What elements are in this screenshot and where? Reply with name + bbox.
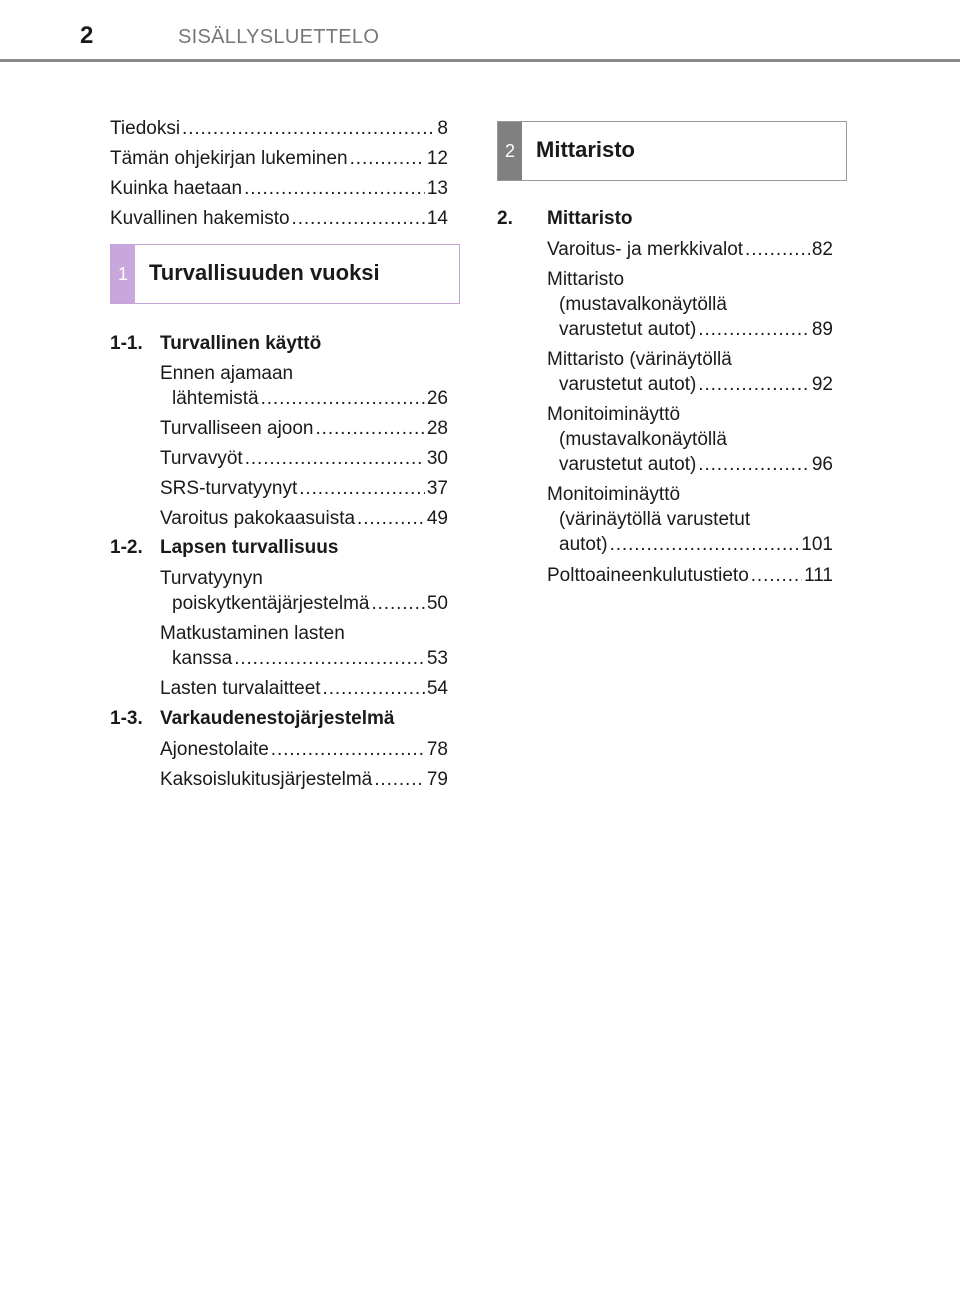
chapter-tab-2: 2 xyxy=(498,122,522,180)
toc-entry-line[interactable]: (värinäytöllä varustetut xyxy=(559,509,751,530)
chapter-box-2[interactable] xyxy=(497,121,847,181)
toc-entry-line[interactable]: Mittaristo (värinäytöllä xyxy=(547,349,732,370)
toc-entry-line[interactable]: (mustavalkonäytöllä xyxy=(559,429,727,450)
page-number: 2 xyxy=(80,22,94,49)
toc-entry[interactable]: Tämän ohjekirjan lukeminen . . . 12 xyxy=(110,146,448,171)
toc-entry[interactable]: Kuinka haetaan . . . 13 xyxy=(110,176,448,201)
toc-entry[interactable]: Kuvallinen hakemisto . . . 14 xyxy=(110,206,448,231)
chapter-title-1: Turvallisuuden vuoksi xyxy=(149,260,380,285)
toc-entry-line[interactable]: Matkustaminen lasten xyxy=(160,623,345,644)
toc-entry[interactable]: Varoitus- ja merkkivalot . . . 82 xyxy=(547,237,833,262)
section-heading-1-3[interactable]: 1-3. Varkaudenestojärjestelmä xyxy=(110,708,395,729)
toc-entry[interactable]: Kaksoislukitusjärjestelmä . . . 79 xyxy=(160,767,448,792)
toc-entry[interactable]: varustetut autot) . . . 92 xyxy=(559,372,833,397)
toc-entry-line[interactable]: (mustavalkonäytöllä xyxy=(559,294,727,315)
toc-entry[interactable]: autot) . . . 101 xyxy=(559,532,833,557)
section-heading-1-2[interactable]: 1-2. Lapsen turvallisuus xyxy=(110,537,339,558)
chapter-tab-1: 1 xyxy=(111,245,135,303)
section-heading-2[interactable]: 2. Mittaristo xyxy=(497,208,633,229)
chapter-box-1[interactable] xyxy=(110,244,460,304)
toc-entry[interactable]: Turvalliseen ajoon . . . 28 xyxy=(160,416,448,441)
chapter-title-2: Mittaristo xyxy=(536,137,635,162)
toc-entry-line[interactable]: Mittaristo xyxy=(547,269,625,290)
toc-entry[interactable]: kanssa . . . 53 xyxy=(172,646,448,671)
page-header xyxy=(0,0,960,64)
toc-entry[interactable]: Polttoaineenkulutustieto . . . 111 xyxy=(547,563,833,588)
toc-entry[interactable]: SRS-turvatyynyt . . . 37 xyxy=(160,476,448,501)
toc-entry[interactable]: lähtemistä . . . 26 xyxy=(172,386,448,411)
toc-entry[interactable]: Turvavyöt . . . 30 xyxy=(160,446,448,471)
toc-entry[interactable]: varustetut autot) . . . 96 xyxy=(559,452,833,477)
toc-entry[interactable]: varustetut autot) . . . 89 xyxy=(559,317,833,342)
running-title: SISÄLLYSLUETTELO xyxy=(178,26,380,48)
toc-entry[interactable]: Tiedoksi . . . 8 xyxy=(110,116,448,141)
toc-entry[interactable]: poiskytkentäjärjestelmä . . . 50 xyxy=(172,591,448,616)
toc-entry-line[interactable]: Monitoiminäyttö xyxy=(547,484,681,505)
header-divider xyxy=(0,59,960,62)
toc-entry[interactable]: Lasten turvalaitteet . . . 54 xyxy=(160,676,448,701)
toc-entry-line[interactable]: Turvatyynyn xyxy=(160,568,263,589)
section-heading-1-1[interactable]: 1-1. Turvallinen käyttö xyxy=(110,333,322,354)
toc-entry[interactable]: Ajonestolaite . . . 78 xyxy=(160,737,448,762)
toc-entry[interactable]: Varoitus pakokaasuista . . . 49 xyxy=(160,506,448,531)
toc-entry-line[interactable]: Ennen ajamaan xyxy=(160,363,294,384)
toc-entry-line[interactable]: Monitoiminäyttö xyxy=(547,404,681,425)
